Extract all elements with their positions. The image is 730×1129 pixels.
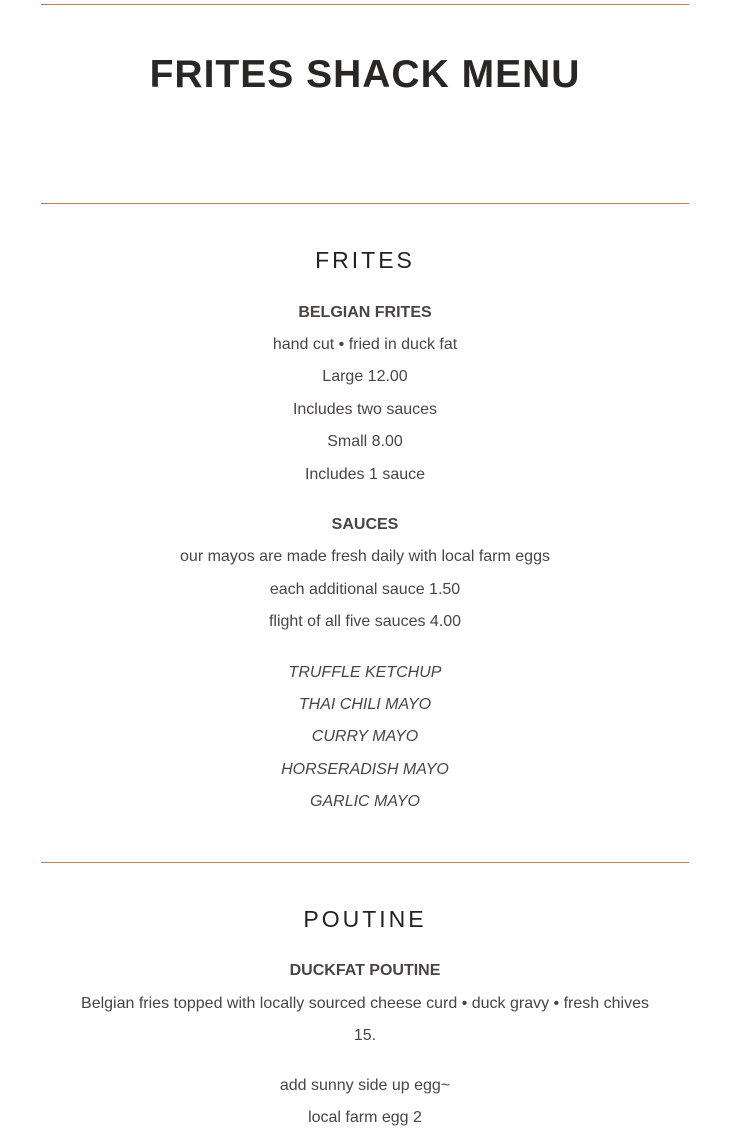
- title-divider: [41, 203, 689, 204]
- section-divider: [41, 862, 689, 863]
- item-name-sauces: SAUCES: [331, 516, 399, 533]
- section-heading-frites: FRITES: [315, 247, 415, 273]
- sauce-list-item: THAI CHILI MAYO: [298, 696, 432, 713]
- sauce-list-item: HORSERADISH MAYO: [281, 761, 449, 778]
- sauces-additional-price: each additional sauce 1.50: [269, 581, 461, 598]
- sauce-list-item: GARLIC MAYO: [310, 793, 420, 810]
- page-title: FRITES SHACK MENU: [149, 53, 581, 96]
- poutine-price: 15.: [353, 1027, 377, 1044]
- poutine-addon: add sunny side up egg~: [279, 1077, 451, 1094]
- price-small: Small 8.00: [327, 433, 403, 450]
- sauces-flight-price: flight of all five sauces 4.00: [268, 613, 462, 630]
- item-description: hand cut • fried in duck fat: [272, 336, 458, 353]
- item-name-belgian-frites: BELGIAN FRITES: [298, 304, 432, 321]
- price-large-note: Includes two sauces: [292, 401, 438, 418]
- item-name-duckfat-poutine: DUCKFAT POUTINE: [289, 962, 441, 979]
- price-small-note: Includes 1 sauce: [304, 466, 426, 483]
- sauce-list-item: CURRY MAYO: [311, 728, 419, 745]
- poutine-addon-detail: local farm egg 2: [308, 1109, 422, 1126]
- price-large: Large 12.00: [322, 368, 408, 385]
- sauces-description: our mayos are made fresh daily with local farm eggs: [180, 548, 550, 565]
- top-divider: [41, 4, 689, 5]
- section-heading-poutine: POUTINE: [303, 906, 427, 932]
- poutine-description: Belgian fries topped with locally sourced cheese curd • duck gravy • fresh chives: [81, 995, 649, 1012]
- sauce-list-item: TRUFFLE KETCHUP: [288, 664, 442, 681]
